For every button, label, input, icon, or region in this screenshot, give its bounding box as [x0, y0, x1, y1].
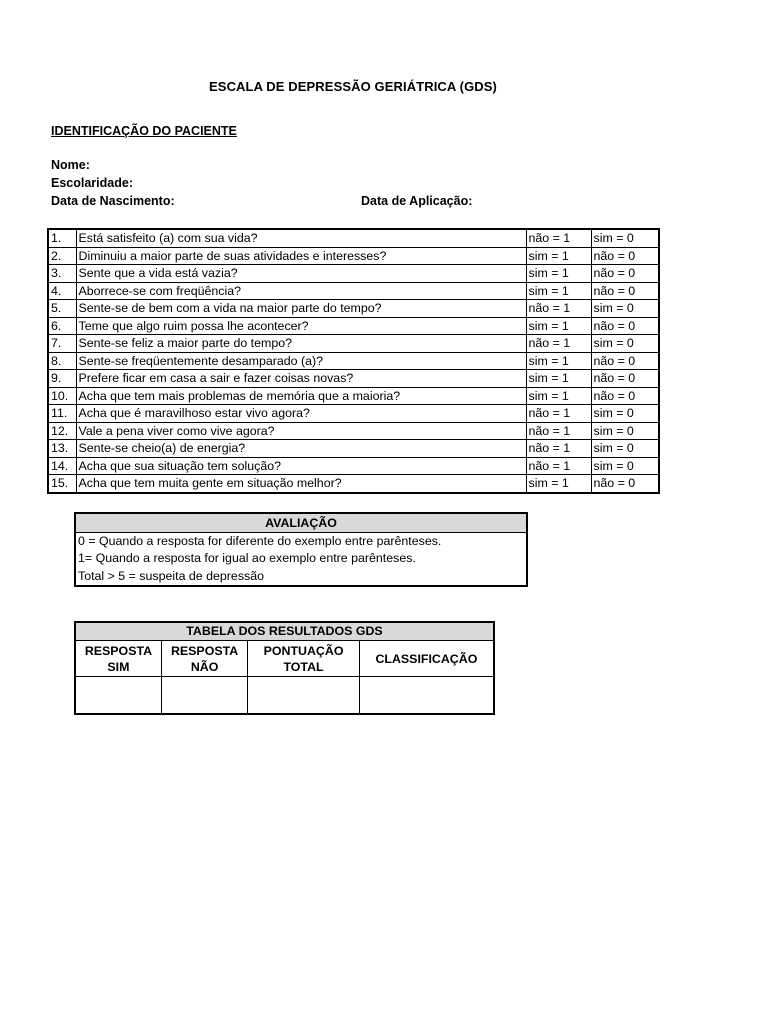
question-row [48, 265, 659, 283]
answer-score-0: sim = 0 [591, 405, 659, 423]
answer-score-1: não = 1 [526, 440, 591, 458]
page-title: ESCALA DE DEPRESSÃO GERIÁTRICA (GDS) [209, 79, 497, 94]
question-row [48, 300, 659, 318]
evaluation-line: Total > 5 = suspeita de depressão [78, 568, 264, 583]
question-number: 1. [48, 229, 76, 247]
question-number: 6. [48, 317, 76, 335]
patient-identification-heading: IDENTIFICAÇÃO DO PACIENTE [51, 124, 237, 138]
result-classification-cell[interactable] [359, 677, 494, 715]
question-number: 8. [48, 352, 76, 370]
application-date-label: Data de Aplicação: [361, 194, 473, 208]
result-total-cell[interactable] [248, 677, 360, 715]
results-col-header: CLASSIFICAÇÃO [359, 641, 494, 677]
question-text: Sente que a vida está vazia? [76, 265, 526, 283]
question-text: Está satisfeito (a) com sua vida? [76, 229, 526, 247]
evaluation-line: 0 = Quando a resposta for diferente do exemplo entre parênteses. [78, 534, 442, 548]
question-text: Aborrece-se com freqüência? [76, 282, 526, 300]
answer-score-1: não = 1 [526, 300, 591, 318]
question-row [48, 475, 659, 493]
result-sim-cell[interactable] [75, 677, 161, 715]
question-text: Teme que algo ruim possa lhe acontecer? [76, 317, 526, 335]
question-text: Acha que sua situação tem solução? [76, 457, 526, 475]
question-row [48, 405, 659, 423]
question-row [48, 457, 659, 475]
question-row [48, 282, 659, 300]
birth-date-label: Data de Nascimento: [51, 194, 175, 208]
question-text: Diminuiu a maior parte de suas atividades e interesses? [76, 247, 526, 265]
question-number: 13. [48, 440, 76, 458]
answer-score-0: sim = 0 [591, 422, 659, 440]
question-text: Acha que tem mais problemas de memória que a maioria? [76, 387, 526, 405]
question-text: Prefere ficar em casa a sair e fazer coisas novas? [76, 370, 526, 388]
question-text: Sente-se cheio(a) de energia? [76, 440, 526, 458]
question-number: 7. [48, 335, 76, 353]
answer-score-0: sim = 0 [591, 229, 659, 247]
answer-score-1: sim = 1 [526, 265, 591, 283]
answer-score-0: não = 0 [591, 282, 659, 300]
answer-score-0: sim = 0 [591, 335, 659, 353]
question-number: 4. [48, 282, 76, 300]
question-number: 10. [48, 387, 76, 405]
question-row [48, 440, 659, 458]
results-heading: TABELA DOS RESULTADOS GDS [75, 622, 494, 641]
answer-score-1: sim = 1 [526, 317, 591, 335]
question-number: 3. [48, 265, 76, 283]
question-row [48, 352, 659, 370]
question-row [48, 422, 659, 440]
answer-score-1: não = 1 [526, 405, 591, 423]
answer-score-0: sim = 0 [591, 300, 659, 318]
question-row [48, 247, 659, 265]
answer-score-1: não = 1 [526, 422, 591, 440]
answer-score-1: sim = 1 [526, 282, 591, 300]
answer-score-1: sim = 1 [526, 247, 591, 265]
answer-score-0: não = 0 [591, 352, 659, 370]
answer-score-0: não = 0 [591, 317, 659, 335]
question-number: 2. [48, 247, 76, 265]
question-row [48, 317, 659, 335]
question-row [48, 370, 659, 388]
question-row [48, 229, 659, 247]
answer-score-1: sim = 1 [526, 370, 591, 388]
answer-score-1: não = 1 [526, 335, 591, 353]
question-text: Sente-se feliz a maior parte do tempo? [76, 335, 526, 353]
answer-score-1: não = 1 [526, 229, 591, 247]
question-number: 9. [48, 370, 76, 388]
name-label: Nome: [51, 158, 90, 172]
results-table [74, 621, 495, 715]
answer-score-0: sim = 0 [591, 440, 659, 458]
answer-score-1: sim = 1 [526, 387, 591, 405]
answer-score-1: sim = 1 [526, 352, 591, 370]
evaluation-box [74, 512, 528, 587]
question-text: Acha que é maravilhoso estar vivo agora? [76, 405, 526, 423]
result-nao-cell[interactable] [161, 677, 247, 715]
question-text: Sente-se freqüentemente desamparado (a)? [76, 352, 526, 370]
question-text: Sente-se de bem com a vida na maior parte do tempo? [76, 300, 526, 318]
answer-score-1: sim = 1 [526, 475, 591, 493]
answer-score-1: não = 1 [526, 457, 591, 475]
question-number: 5. [48, 300, 76, 318]
answer-score-0: não = 0 [591, 247, 659, 265]
schooling-label: Escolaridade: [51, 176, 133, 190]
answer-score-0: não = 0 [591, 387, 659, 405]
answer-score-0: não = 0 [591, 475, 659, 493]
answer-score-0: não = 0 [591, 265, 659, 283]
question-number: 11. [48, 405, 76, 423]
answer-score-0: sim = 0 [591, 457, 659, 475]
question-number: 14. [48, 457, 76, 475]
evaluation-heading: AVALIAÇÃO [76, 514, 526, 533]
evaluation-line: 1= Quando a resposta for igual ao exemplo entre parênteses. [78, 551, 416, 566]
results-col-header: PONTUAÇÃO TOTAL [248, 641, 360, 677]
questions-table [47, 228, 660, 494]
question-number: 12. [48, 422, 76, 440]
answer-score-0: não = 0 [591, 370, 659, 388]
results-col-header: RESPOSTA SIM [75, 641, 161, 677]
question-text: Acha que tem muita gente em situação melhor? [76, 475, 526, 493]
question-number: 15. [48, 475, 76, 493]
question-text: Vale a pena viver como vive agora? [76, 422, 526, 440]
results-col-header: RESPOSTA NÃO [161, 641, 247, 677]
question-row [48, 387, 659, 405]
question-row [48, 335, 659, 353]
